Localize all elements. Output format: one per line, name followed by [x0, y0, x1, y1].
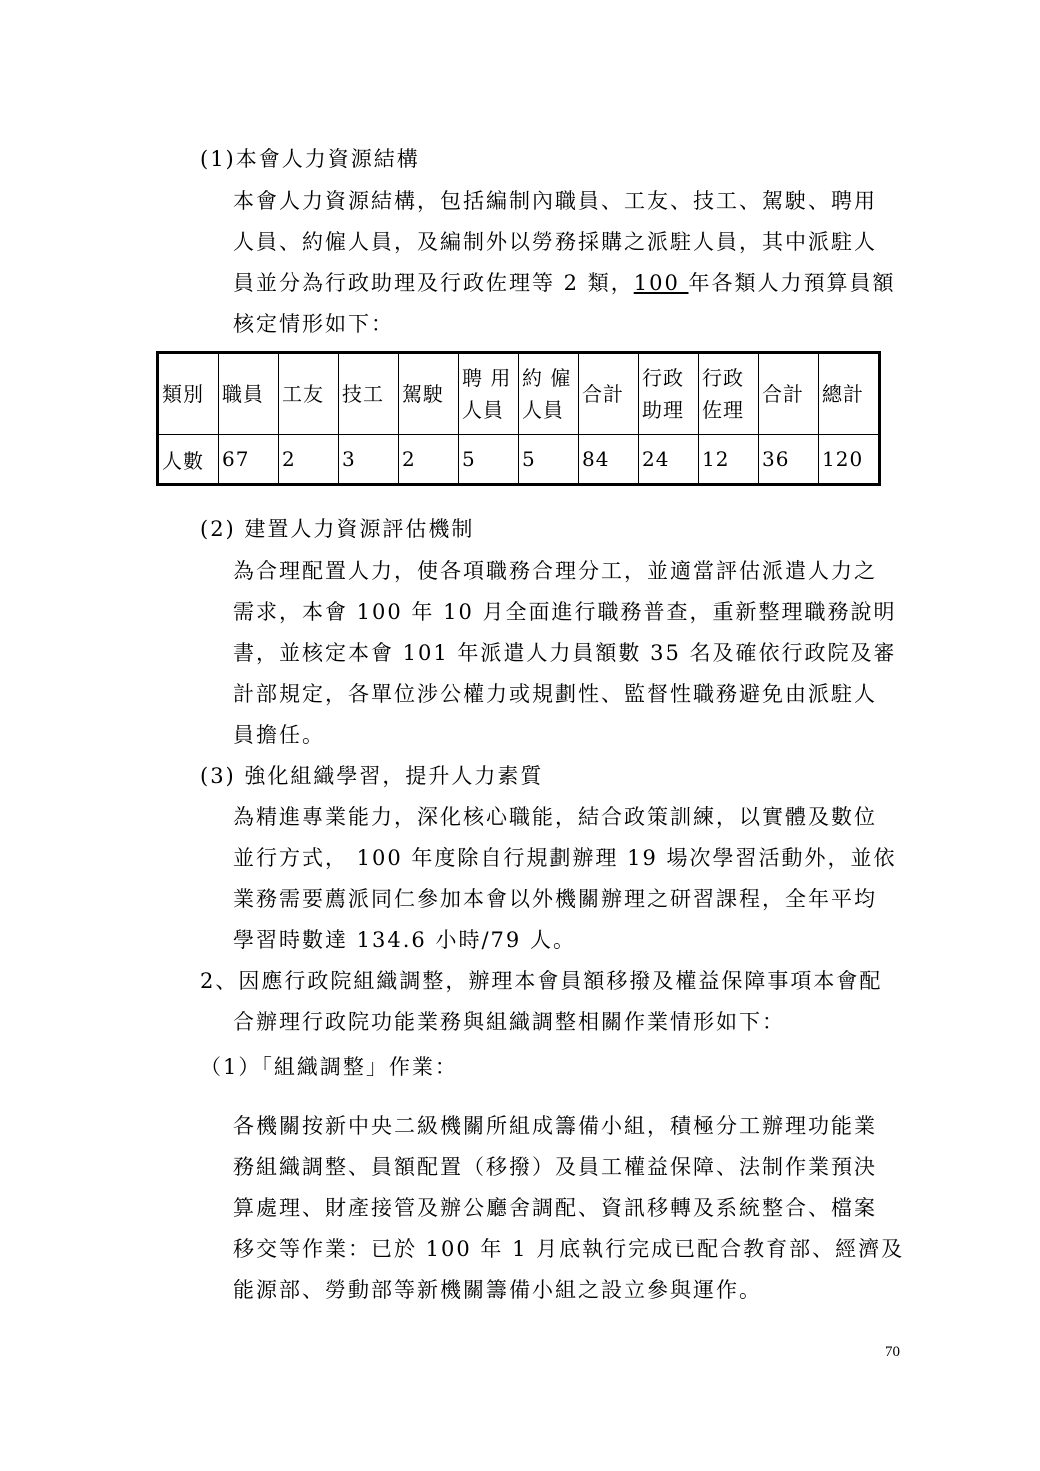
- sub1-line: 移交等作業：已於 100 年 1 月底執行完成已配合教育部、經濟及: [233, 1237, 905, 1261]
- header-cell-line: 行政: [702, 366, 744, 390]
- table-cell: 84: [579, 435, 639, 485]
- header-cell-line: 助理: [642, 398, 684, 422]
- item2-line: 合辦理行政院功能業務與組織調整相關作業情形如下：: [233, 1010, 785, 1034]
- page-number: 70: [885, 1344, 900, 1360]
- header-cell-line: 人員: [462, 398, 504, 422]
- section2-heading: (2) 建置人力資源評估機制: [200, 517, 475, 541]
- header-cell-category: 類別: [158, 353, 219, 435]
- table-cell: 24: [639, 435, 699, 485]
- table-cell: 67: [219, 435, 279, 485]
- header-cell-contract: [459, 353, 519, 435]
- section1-year-underlined: 100: [633, 271, 689, 295]
- header-cell-worker: 工友: [279, 353, 339, 435]
- table-cell: 5: [459, 435, 519, 485]
- sub1-line: 務組織調整、員額配置（移撥）及員工權益保障、法制作業預決: [233, 1155, 877, 1179]
- table-cell: 2: [279, 435, 339, 485]
- section1-line3-text: 年各類人力預算員額: [688, 271, 896, 295]
- header-cell-driver: 駕駛: [399, 353, 459, 435]
- header-cell-admin-aide: [699, 353, 759, 435]
- header-cell-hired: [519, 353, 579, 435]
- header-cell-line: 人員: [522, 398, 564, 422]
- header-cell-line: 佐理: [702, 398, 744, 422]
- table-cell: 120: [819, 435, 880, 485]
- sub1-line: 能源部、勞動部等新機關籌備小組之設立參與運作。: [233, 1278, 762, 1302]
- table-cell: 36: [759, 435, 819, 485]
- section1-line3-text: 員並分為行政助理及行政佐理等 2 類，: [233, 271, 634, 295]
- section3-line: 學習時數達 134.6 小時/79 人。: [233, 928, 576, 952]
- table-cell: 5: [519, 435, 579, 485]
- header-cell-subtotal: 合計: [579, 353, 639, 435]
- section3-line: 並行方式， 100 年度除自行規劃辦理 19 場次學習活動外，並依: [233, 846, 897, 870]
- section2-line: 為合理配置人力，使各項職務合理分工，並適當評估派遣人力之: [233, 559, 877, 583]
- sub1-line: 算處理、財產接管及辦公廳舍調配、資訊移轉及系統整合、檔案: [233, 1196, 877, 1220]
- section2-line: 計部規定，各單位涉公權力或規劃性、監督性職務避免由派駐人: [233, 682, 877, 706]
- table-cell: 人數: [158, 435, 219, 485]
- section3-line: 為精進專業能力，深化核心職能，結合政策訓練，以實體及數位: [233, 805, 877, 829]
- sub1-heading: （1）「組織調整」作業：: [200, 1055, 458, 1079]
- section2-line: 員擔任。: [233, 723, 325, 747]
- table-cell: 3: [339, 435, 399, 485]
- header-cell-line: 聘 用: [462, 366, 512, 390]
- table-row: [158, 435, 880, 485]
- section1-line: 本會人力資源結構，包括編制內職員、工友、技工、駕駛、聘用: [233, 189, 877, 213]
- header-cell-technician: 技工: [339, 353, 399, 435]
- section1-heading: (1)本會人力資源結構: [200, 147, 420, 171]
- header-cell-subtotal: 合計: [759, 353, 819, 435]
- section2-line: 書，並核定本會 101 年派遣人力員額數 35 名及確依行政院及審: [233, 641, 897, 665]
- item2-line: 2、因應行政院組織調整，辦理本會員額移撥及權益保障事項本會配: [200, 969, 883, 993]
- section3-line: 業務需要薦派同仁參加本會以外機關辦理之研習課程，全年平均: [233, 887, 877, 911]
- header-cell-staff: 職員: [219, 353, 279, 435]
- table-header-row: [158, 353, 880, 435]
- header-cell-total: 總計: [819, 353, 880, 435]
- section3-heading: (3) 強化組織學習，提升人力素質: [200, 764, 544, 788]
- section1-line: 人員、約僱人員，及編制外以勞務採購之派駐人員，其中派駐人: [233, 230, 877, 254]
- table-cell: 2: [399, 435, 459, 485]
- table-cell: 12: [699, 435, 759, 485]
- header-cell-line: 行政: [642, 366, 684, 390]
- section1-line: 核定情形如下：: [233, 312, 394, 336]
- sub1-line: 各機關按新中央二級機關所組成籌備小組，積極分工辦理功能業: [233, 1114, 877, 1138]
- staffing-table: [156, 351, 881, 486]
- section2-line: 需求，本會 100 年 10 月全面進行職務普查，重新整理職務說明: [233, 600, 897, 624]
- header-cell-admin-assistant: [639, 353, 699, 435]
- section1-line: [233, 268, 895, 298]
- header-cell-line: 約 僱: [522, 366, 572, 390]
